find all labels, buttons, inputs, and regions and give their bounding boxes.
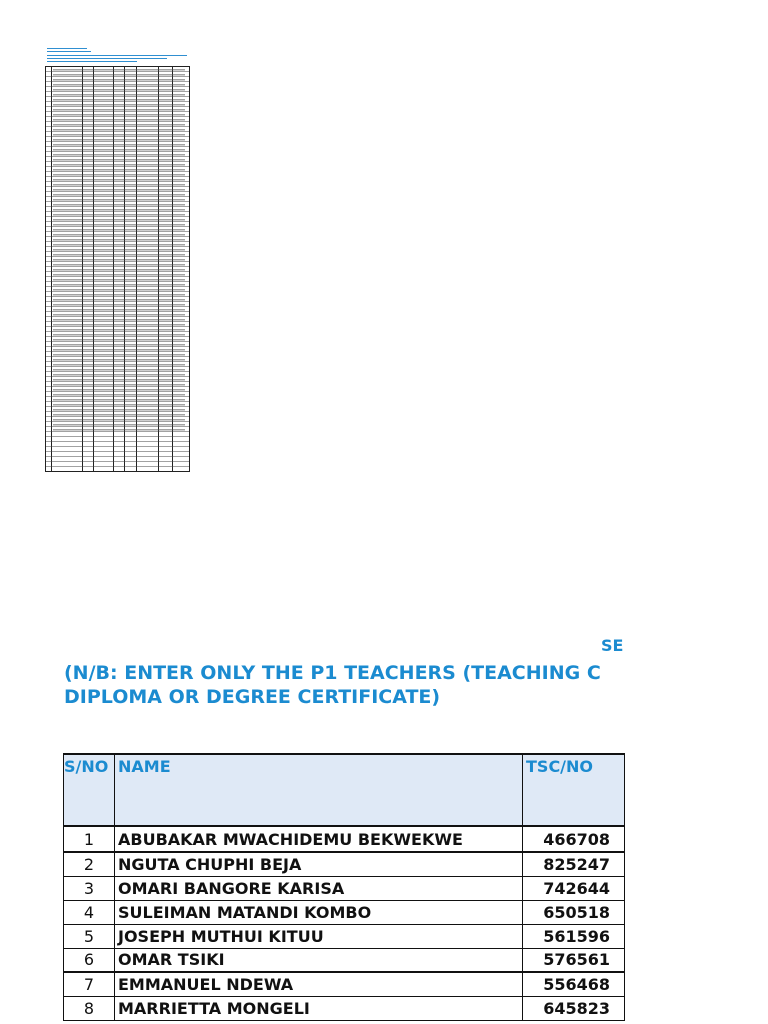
table-row [64,972,625,996]
tsc-cell[interactable]: 825247 [523,852,625,876]
name-cell[interactable]: ABUBAKAR MWACHIDEMU BEKWEKWE [115,826,523,852]
name-cell[interactable]: JOSEPH MUTHUI KITUU [115,924,523,948]
table-row [64,826,625,852]
name-cell[interactable]: OMAR TSIKI [115,948,523,972]
column-header-tsc[interactable]: TSC/NO [523,754,625,826]
tsc-cell[interactable]: 561596 [523,924,625,948]
sno-cell[interactable]: 7 [64,972,115,996]
table-row [64,924,625,948]
tsc-cell[interactable]: 645823 [523,996,625,1020]
tsc-cell[interactable]: 556468 [523,972,625,996]
column-header-sno[interactable]: S/NO [64,754,115,826]
note-line-2: DIPLOMA OR DEGREE CERTIFICATE) [64,686,441,708]
sno-cell[interactable]: 3 [64,876,115,900]
note-line-1: (N/B: ENTER ONLY THE P1 TEACHERS (TEACHING C [64,662,601,684]
teachers-table [63,753,625,1021]
name-cell[interactable]: NGUTA CHUPHI BEJA [115,852,523,876]
table-row [64,876,625,900]
sno-cell[interactable]: 6 [64,948,115,972]
name-cell[interactable]: OMARI BANGORE KARISA [115,876,523,900]
name-cell[interactable]: MARRIETTA MONGELI [115,996,523,1020]
name-cell[interactable]: SULEIMAN MATANDI KOMBO [115,900,523,924]
sno-cell[interactable]: 2 [64,852,115,876]
sno-cell[interactable]: 5 [64,924,115,948]
table-row [64,948,625,972]
table-row [64,852,625,876]
instruction-note [64,661,628,709]
tsc-cell[interactable]: 466708 [523,826,625,852]
name-cell[interactable]: EMMANUEL NDEWA [115,972,523,996]
sno-cell[interactable]: 4 [64,900,115,924]
column-header-name[interactable]: NAME [115,754,523,826]
table-row [64,900,625,924]
table-header-row [64,754,625,826]
sheet-title: SE [601,636,624,655]
table-row [64,996,625,1020]
tsc-cell[interactable]: 742644 [523,876,625,900]
sno-cell[interactable]: 8 [64,996,115,1020]
tsc-cell[interactable]: 576561 [523,948,625,972]
tsc-cell[interactable]: 650518 [523,900,625,924]
sno-cell[interactable]: 1 [64,826,115,852]
